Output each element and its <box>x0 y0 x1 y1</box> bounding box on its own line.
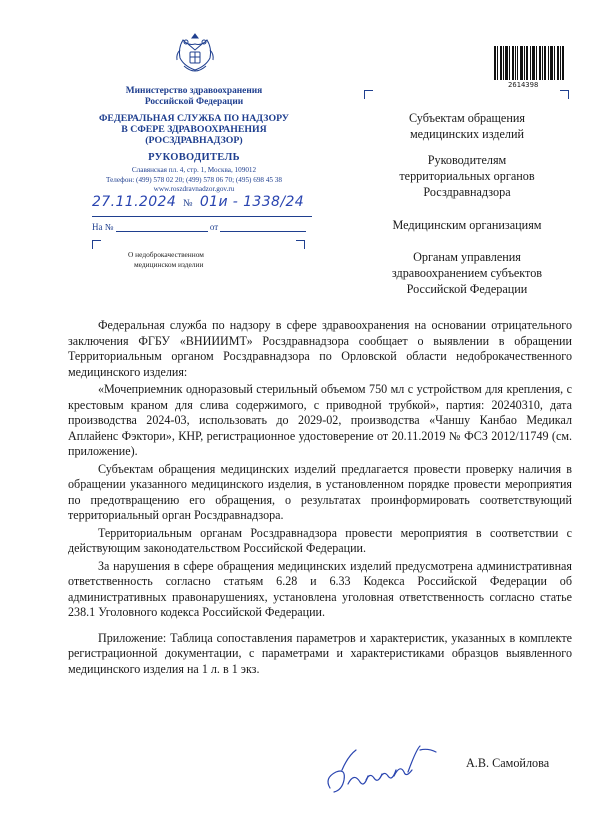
number-label: № <box>183 198 193 209</box>
handwritten-number: 01и - 1338/24 <box>199 194 305 210</box>
addressee-block: Руководителям территориальных органов Росздравнадзора <box>399 153 535 199</box>
reference-line <box>92 222 306 232</box>
on-no-label: На № <box>92 222 114 232</box>
reference-number-blank <box>116 222 208 232</box>
corner-mark-left <box>364 90 373 99</box>
corner-mark-left <box>92 240 101 249</box>
letter-subject: О недоброкачественном медицинском изделии <box>128 250 204 269</box>
from-label: от <box>209 222 219 232</box>
attachment-paragraph: Приложение: Таблица сопоставления параметров и характеристик, указанных в комплекте регистрационной документации, с параметрами и характеристиками образцов выявленного медицинского изделия на 1 л. в 1 экз. <box>68 630 572 676</box>
handwritten-signature-icon <box>320 740 440 800</box>
barcode-icon <box>494 46 566 80</box>
body-paragraph: «Мочеприемник одноразовый стерильный объемом 750 мл с устройством для крепления, с крестовым краном для слива содержимого, с приводной трубкой», партия: 20240310, дата производства 2024-03, использовать до 2029-02, производства «Чаншу Канбао Медикал Аплайенс Фэктори», КНР, регистрационное удостоверение от 20.11.2019 № ФСЗ 2012/11749 (см. приложение). <box>68 382 572 458</box>
organization-address: Славянская пл. 4, стр. 1, Москва, 109012 Телефон: (499) 578 02 20; (499) 578 06 70; (495) 698 45 38 www.roszdravnadzor.gov.ru <box>106 166 282 193</box>
handwritten-date: 27.11.2024 <box>92 194 177 210</box>
signer-name: А.В. Самойлова <box>466 756 550 770</box>
addressee-block: Субъектам обращения медицинских изделий <box>408 111 525 141</box>
ministry-name: Министерство здравоохранения Российской Федерации <box>125 86 263 107</box>
reference-date-blank <box>220 222 306 232</box>
body-paragraph: Территориальным органам Росздравнадзора провести мероприятия в соответствии с действующим законодательством Российской Федерации. <box>68 525 572 555</box>
addressee-block: Медицинским организациям <box>392 218 542 232</box>
corner-mark-right <box>296 240 305 249</box>
body-paragraph: За нарушения в сфере обращения медицинских изделий предусмотрена административная ответственность согласно статьям 6.28 и 6.33 Кодекса Российской Федерации об административных правонарушениях, установлена уголовная ответственность согласно статье 238.1 Уголовного кодекса Российской Федерации. <box>68 558 572 619</box>
service-name: ФЕДЕРАЛЬНАЯ СЛУЖБА ПО НАДЗОРУ В СФЕРЕ ЗДРАВООХРАНЕНИЯ (РОСЗДРАВНАДЗОР) <box>99 113 289 146</box>
coat-of-arms-icon <box>174 30 216 80</box>
body-paragraph: Федеральная служба по надзору в сфере здравоохранения на основании отрицательного заключения ФГБУ «ВНИИИМТ» Росздравнадзора сообщает о выявлении в обращении Территориальным органом Росздравнадзора по Орловской области недоброкачественного медицинского изделия: <box>68 318 572 379</box>
body-paragraph: Субъектам обращения медицинских изделий предлагается провести проверку наличия в обращении указанного медицинского изделия, в установленном порядке провести мероприятия по предотвращению его обращения, о результатах проинформировать соответствующий территориальный орган Росздравнадзора. <box>68 461 572 522</box>
corner-mark-right <box>560 90 569 99</box>
head-title: РУКОВОДИТЕЛЬ <box>148 152 240 163</box>
barcode-number: 2614398 <box>508 80 539 89</box>
letter-body <box>68 318 572 679</box>
addressee-block: Органам управления здравоохранением субъектов Российской Федерации <box>391 250 543 296</box>
handwritten-date-number <box>92 194 304 210</box>
